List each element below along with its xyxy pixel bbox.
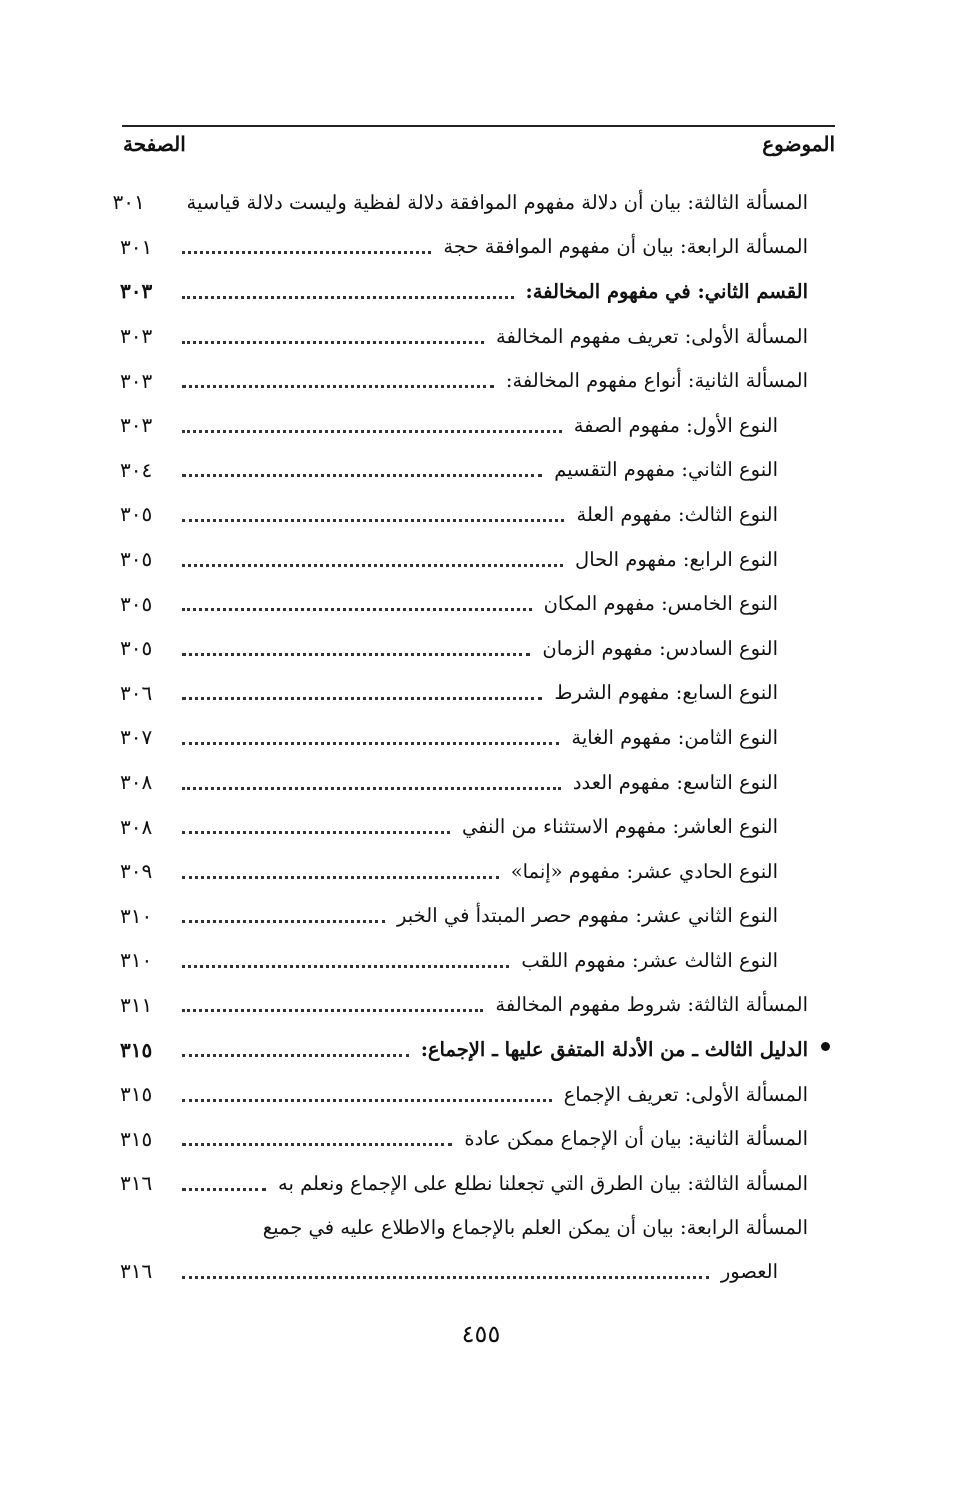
entry-page: ٣١٦ xyxy=(120,1259,153,1284)
toc-entry xyxy=(120,358,808,403)
entry-page: ٣٠٧ xyxy=(120,725,153,750)
toc-section-entry xyxy=(120,1027,808,1072)
entry-page: ٣٠٨ xyxy=(120,770,153,795)
entry-title: النوع الخامس: مفهوم المكان xyxy=(543,592,778,616)
toc-subentry xyxy=(120,448,808,493)
entry-title: النوع الثاني عشر: مفهوم حصر المبتدأ في الخبر xyxy=(397,904,778,928)
toc-entry xyxy=(120,983,808,1028)
toc-subentry xyxy=(120,938,808,983)
entry-title: النوع الرابع: مفهوم الحال xyxy=(575,547,778,571)
entry-page: ٣٠٥ xyxy=(120,502,153,527)
toc-entry xyxy=(120,225,808,270)
toc-entry xyxy=(120,1072,808,1117)
dot-leader xyxy=(182,653,530,656)
dot-leader xyxy=(182,876,499,879)
toc-subentry xyxy=(120,671,808,716)
dot-leader xyxy=(182,742,559,745)
toc-entry xyxy=(120,1161,808,1206)
dot-leader xyxy=(182,430,562,433)
toc-subentry xyxy=(120,626,808,671)
dot-leader xyxy=(182,1009,483,1012)
dot-leader xyxy=(182,1188,266,1191)
dot-leader xyxy=(182,1143,452,1146)
entry-second-line xyxy=(120,1259,808,1283)
toc-subentry xyxy=(120,403,808,448)
entry-title: النوع الثاني: مفهوم التقسيم xyxy=(554,458,778,482)
entry-title: النوع الثالث: مفهوم العلة xyxy=(576,502,778,526)
toc-section-entry xyxy=(120,269,808,314)
entry-title: النوع التاسع: مفهوم العدد xyxy=(572,770,778,794)
entry-title: النوع الثامن: مفهوم الغاية xyxy=(571,725,778,749)
entry-page: ٣٠٦ xyxy=(120,680,153,705)
toc-subentry xyxy=(120,715,808,760)
entry-title: النوع السادس: مفهوم الزمان xyxy=(542,636,778,660)
dot-leader xyxy=(182,1054,409,1057)
entry-title: النوع الثالث عشر: مفهوم اللقب xyxy=(521,948,778,972)
toc-subentry xyxy=(120,760,808,805)
dot-leader xyxy=(182,519,564,522)
toc-subentry xyxy=(120,804,808,849)
toc-subentry xyxy=(120,581,808,626)
entry-page: ٣١١ xyxy=(120,992,153,1017)
entry-page: ٣٠١ xyxy=(120,234,153,259)
entry-page: ٣١٠ xyxy=(120,948,153,973)
entry-page: ٣٠٣ xyxy=(120,279,153,304)
dot-leader xyxy=(182,1099,552,1102)
entry-title: المسألة الرابعة: بيان أن مفهوم الموافقة حجة xyxy=(443,235,808,259)
dot-leader xyxy=(182,341,484,344)
dot-leader xyxy=(182,296,514,299)
entry-page: ٣١٥ xyxy=(120,1037,153,1062)
entry-first-line xyxy=(120,1216,808,1239)
toc-entry-multiline xyxy=(120,1206,808,1294)
entry-page: ٣٠٥ xyxy=(120,547,153,572)
entry-title: المسألة الثالثة: بيان الطرق التي تجعلنا نطلع على الإجماع ونعلم به xyxy=(277,1171,808,1195)
dot-leader xyxy=(182,608,532,611)
entry-page: ٣٠٤ xyxy=(120,457,153,482)
dot-leader xyxy=(182,474,542,477)
dot-leader xyxy=(182,564,563,567)
entry-page: ٣٠٣ xyxy=(120,368,153,393)
entry-page: ٣٠٣ xyxy=(120,413,153,438)
entry-page: ٣١٥ xyxy=(120,1082,153,1107)
table-of-contents xyxy=(112,180,808,1294)
entry-title: النوع الأول: مفهوم الصفة xyxy=(573,413,778,437)
entry-title: المسألة الرابعة: بيان أن يمكن العلم بالإجماع والاطلاع عليه في جميع xyxy=(262,1215,808,1239)
header-rule xyxy=(122,125,835,127)
dot-leader xyxy=(182,697,542,700)
entry-title: المسألة الثالثة: بيان أن دلالة مفهوم الموافقة دلالة لفظية وليست دلالة قياسية xyxy=(186,190,808,214)
entry-page: ٣٠١ xyxy=(112,190,145,215)
dot-leader xyxy=(182,385,494,388)
topic-column-header: الموضوع xyxy=(762,132,835,156)
entry-title: المسألة الثانية: أنواع مفهوم المخالفة: xyxy=(505,369,808,393)
entry-title: النوع العاشر: مفهوم الاستثناء من النفي xyxy=(461,815,778,839)
dot-leader xyxy=(182,251,431,254)
toc-entry xyxy=(120,1116,808,1161)
entry-page: ٣٠٩ xyxy=(120,859,153,884)
entry-page: ٣١٠ xyxy=(120,903,153,928)
entry-title: المسألة الثالثة: شروط مفهوم المخالفة xyxy=(495,993,808,1017)
entry-title: النوع السابع: مفهوم الشرط xyxy=(554,681,778,705)
entry-page: ٣١٥ xyxy=(120,1126,153,1151)
entry-page: ٣٠٨ xyxy=(120,814,153,839)
toc-entry xyxy=(120,314,808,359)
toc-subentry xyxy=(120,537,808,582)
entry-title: المسألة الأولى: تعريف الإجماع xyxy=(563,1082,808,1106)
bullet-icon xyxy=(821,1042,830,1051)
dot-leader xyxy=(182,1276,709,1279)
page-number: ٤٥٥ xyxy=(461,1320,501,1348)
dot-leader xyxy=(182,831,450,834)
toc-subentry xyxy=(120,492,808,537)
entry-page: ٣٠٥ xyxy=(120,591,153,616)
dot-leader xyxy=(182,787,561,790)
entry-title: القسم الثاني: في مفهوم المخالفة: xyxy=(525,279,808,303)
toc-subentry xyxy=(120,849,808,894)
entry-page: ٣٠٥ xyxy=(120,636,153,661)
entry-title: المسألة الثانية: بيان أن الإجماع ممكن عادة xyxy=(464,1127,808,1151)
toc-entry xyxy=(112,180,808,225)
entry-title-continuation: العصور xyxy=(720,1259,778,1283)
dot-leader xyxy=(182,965,509,968)
entry-page: ٣٠٣ xyxy=(120,324,153,349)
entry-title: النوع الحادي عشر: مفهوم «إنما» xyxy=(510,859,778,883)
toc-subentry xyxy=(120,894,808,939)
entry-page: ٣١٦ xyxy=(120,1171,153,1196)
entry-title: الدليل الثالث ـ من الأدلة المتفق عليها ـ الإجماع: xyxy=(420,1038,808,1062)
page-column-header: الصفحة xyxy=(123,132,186,156)
dot-leader xyxy=(182,920,385,923)
entry-title: المسألة الأولى: تعريف مفهوم المخالفة xyxy=(496,324,808,348)
